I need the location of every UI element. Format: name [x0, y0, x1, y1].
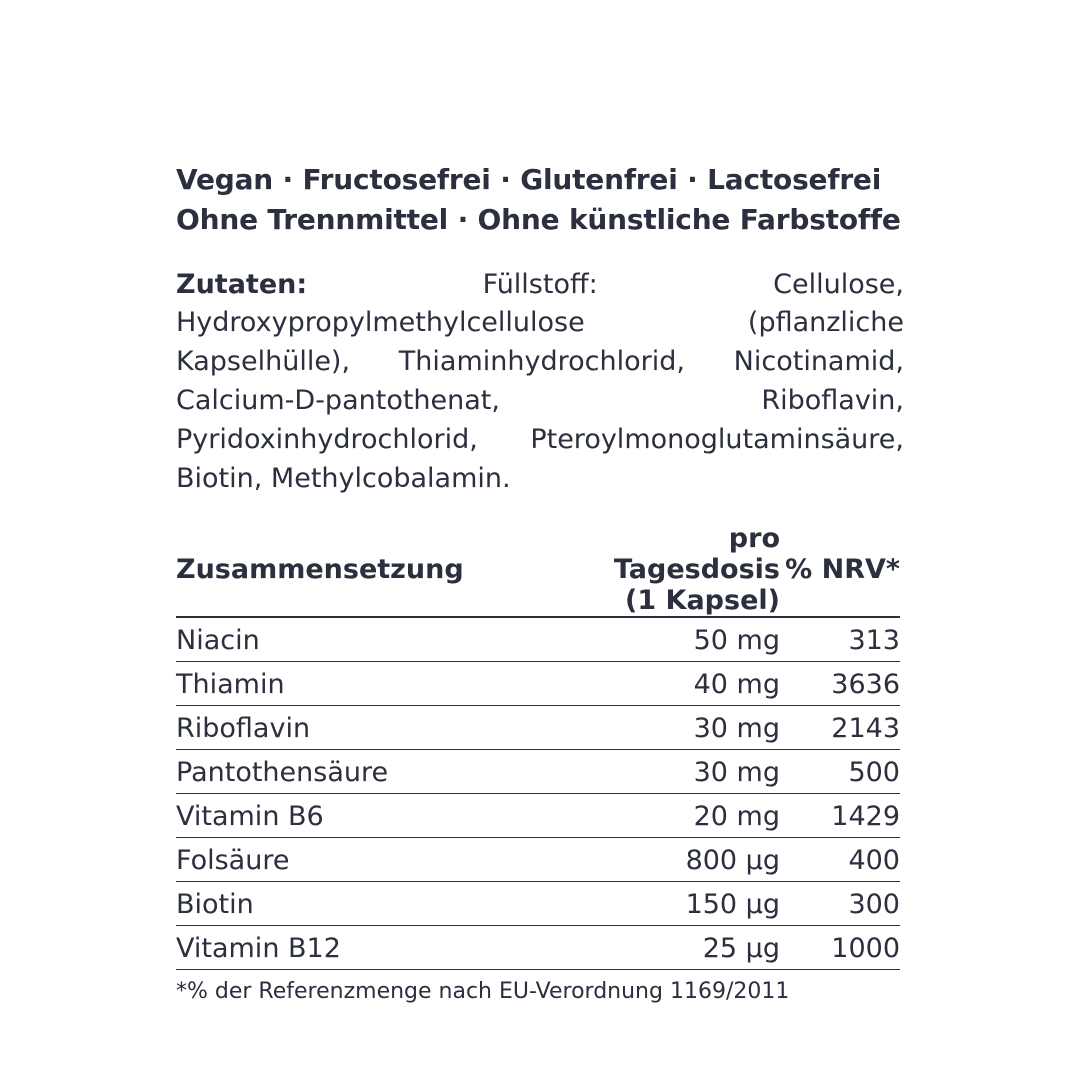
- header-dose: pro Tagesdosis: [613, 522, 780, 585]
- row-nutrient-dose: 40 mg: [558, 661, 780, 705]
- row-nutrient-dose: 150 µg: [558, 881, 780, 925]
- row-nutrient-dose: 20 mg: [558, 793, 780, 837]
- subheader-spacer-2: [780, 585, 900, 616]
- table-row: [176, 705, 900, 749]
- row-nutrient-dose: 25 µg: [558, 925, 780, 969]
- ingredients-text: Füllstoff: Cellulose, Hydroxypropylmethylcellulose (pflanzliche Kapselhülle), Thiaminhydrochlorid, Nicotinamid, Calcium-D-pantothenat, Riboflavin, Pyridoxinhydrochlorid, Pteroylmonoglutaminsäure, Biotin, Methylcobalamin.: [176, 268, 904, 494]
- row-nutrient-nrv: 2143: [780, 705, 900, 749]
- row-nutrient-dose: 30 mg: [558, 705, 780, 749]
- row-nutrient-dose: 30 mg: [558, 749, 780, 793]
- row-nutrient-nrv: 1429: [780, 793, 900, 837]
- ingredients-paragraph: [176, 266, 904, 499]
- header-nrv: % NRV*: [785, 553, 900, 585]
- table-subheader-row: [176, 585, 900, 616]
- row-nutrient-name: Vitamin B12: [176, 925, 558, 969]
- table-row: [176, 925, 900, 969]
- header-composition: Zusammensetzung: [176, 553, 464, 585]
- table-row: [176, 881, 900, 925]
- table-footnote: *% der Referenzmenge nach EU-Verordnung 1169/2011: [176, 978, 790, 1004]
- row-nutrient-name: Biotin: [176, 881, 558, 925]
- table-row: [176, 837, 900, 881]
- row-nutrient-name: Folsäure: [176, 837, 558, 881]
- row-nutrient-nrv: 3636: [780, 661, 900, 705]
- row-nutrient-dose: 800 µg: [558, 837, 780, 881]
- row-nutrient-name: Pantothensäure: [176, 749, 558, 793]
- claims-line-1: Vegan · Fructosefrei · Glutenfrei · Lactosefrei: [176, 163, 882, 196]
- claims-line-2: Ohne Trennmittel · Ohne künstliche Farbstoffe: [176, 202, 901, 236]
- ingredients-label: Zutaten:: [176, 268, 308, 300]
- row-nutrient-name: Niacin: [176, 617, 558, 662]
- row-nutrient-nrv: 300: [780, 881, 900, 925]
- row-nutrient-nrv: 313: [780, 617, 900, 662]
- nutrition-table: [176, 523, 900, 970]
- nutrition-table-head: [176, 523, 900, 617]
- table-row: [176, 749, 900, 793]
- row-nutrient-nrv: 500: [780, 749, 900, 793]
- row-nutrient-nrv: 400: [780, 837, 900, 881]
- row-nutrient-name: Thiamin: [176, 661, 558, 705]
- subheader-dose-unit: (1 Kapsel): [625, 584, 780, 616]
- table-header-row: [176, 523, 900, 585]
- table-row: [176, 617, 900, 662]
- row-nutrient-nrv: 1000: [780, 925, 900, 969]
- table-row: [176, 793, 900, 837]
- row-nutrient-dose: 50 mg: [558, 617, 780, 662]
- table-row: [176, 661, 900, 705]
- nutrition-table-body: [176, 617, 900, 970]
- product-claims: [176, 160, 904, 240]
- row-nutrient-name: Vitamin B6: [176, 793, 558, 837]
- row-nutrient-name: Riboflavin: [176, 705, 558, 749]
- subheader-spacer: [176, 585, 558, 616]
